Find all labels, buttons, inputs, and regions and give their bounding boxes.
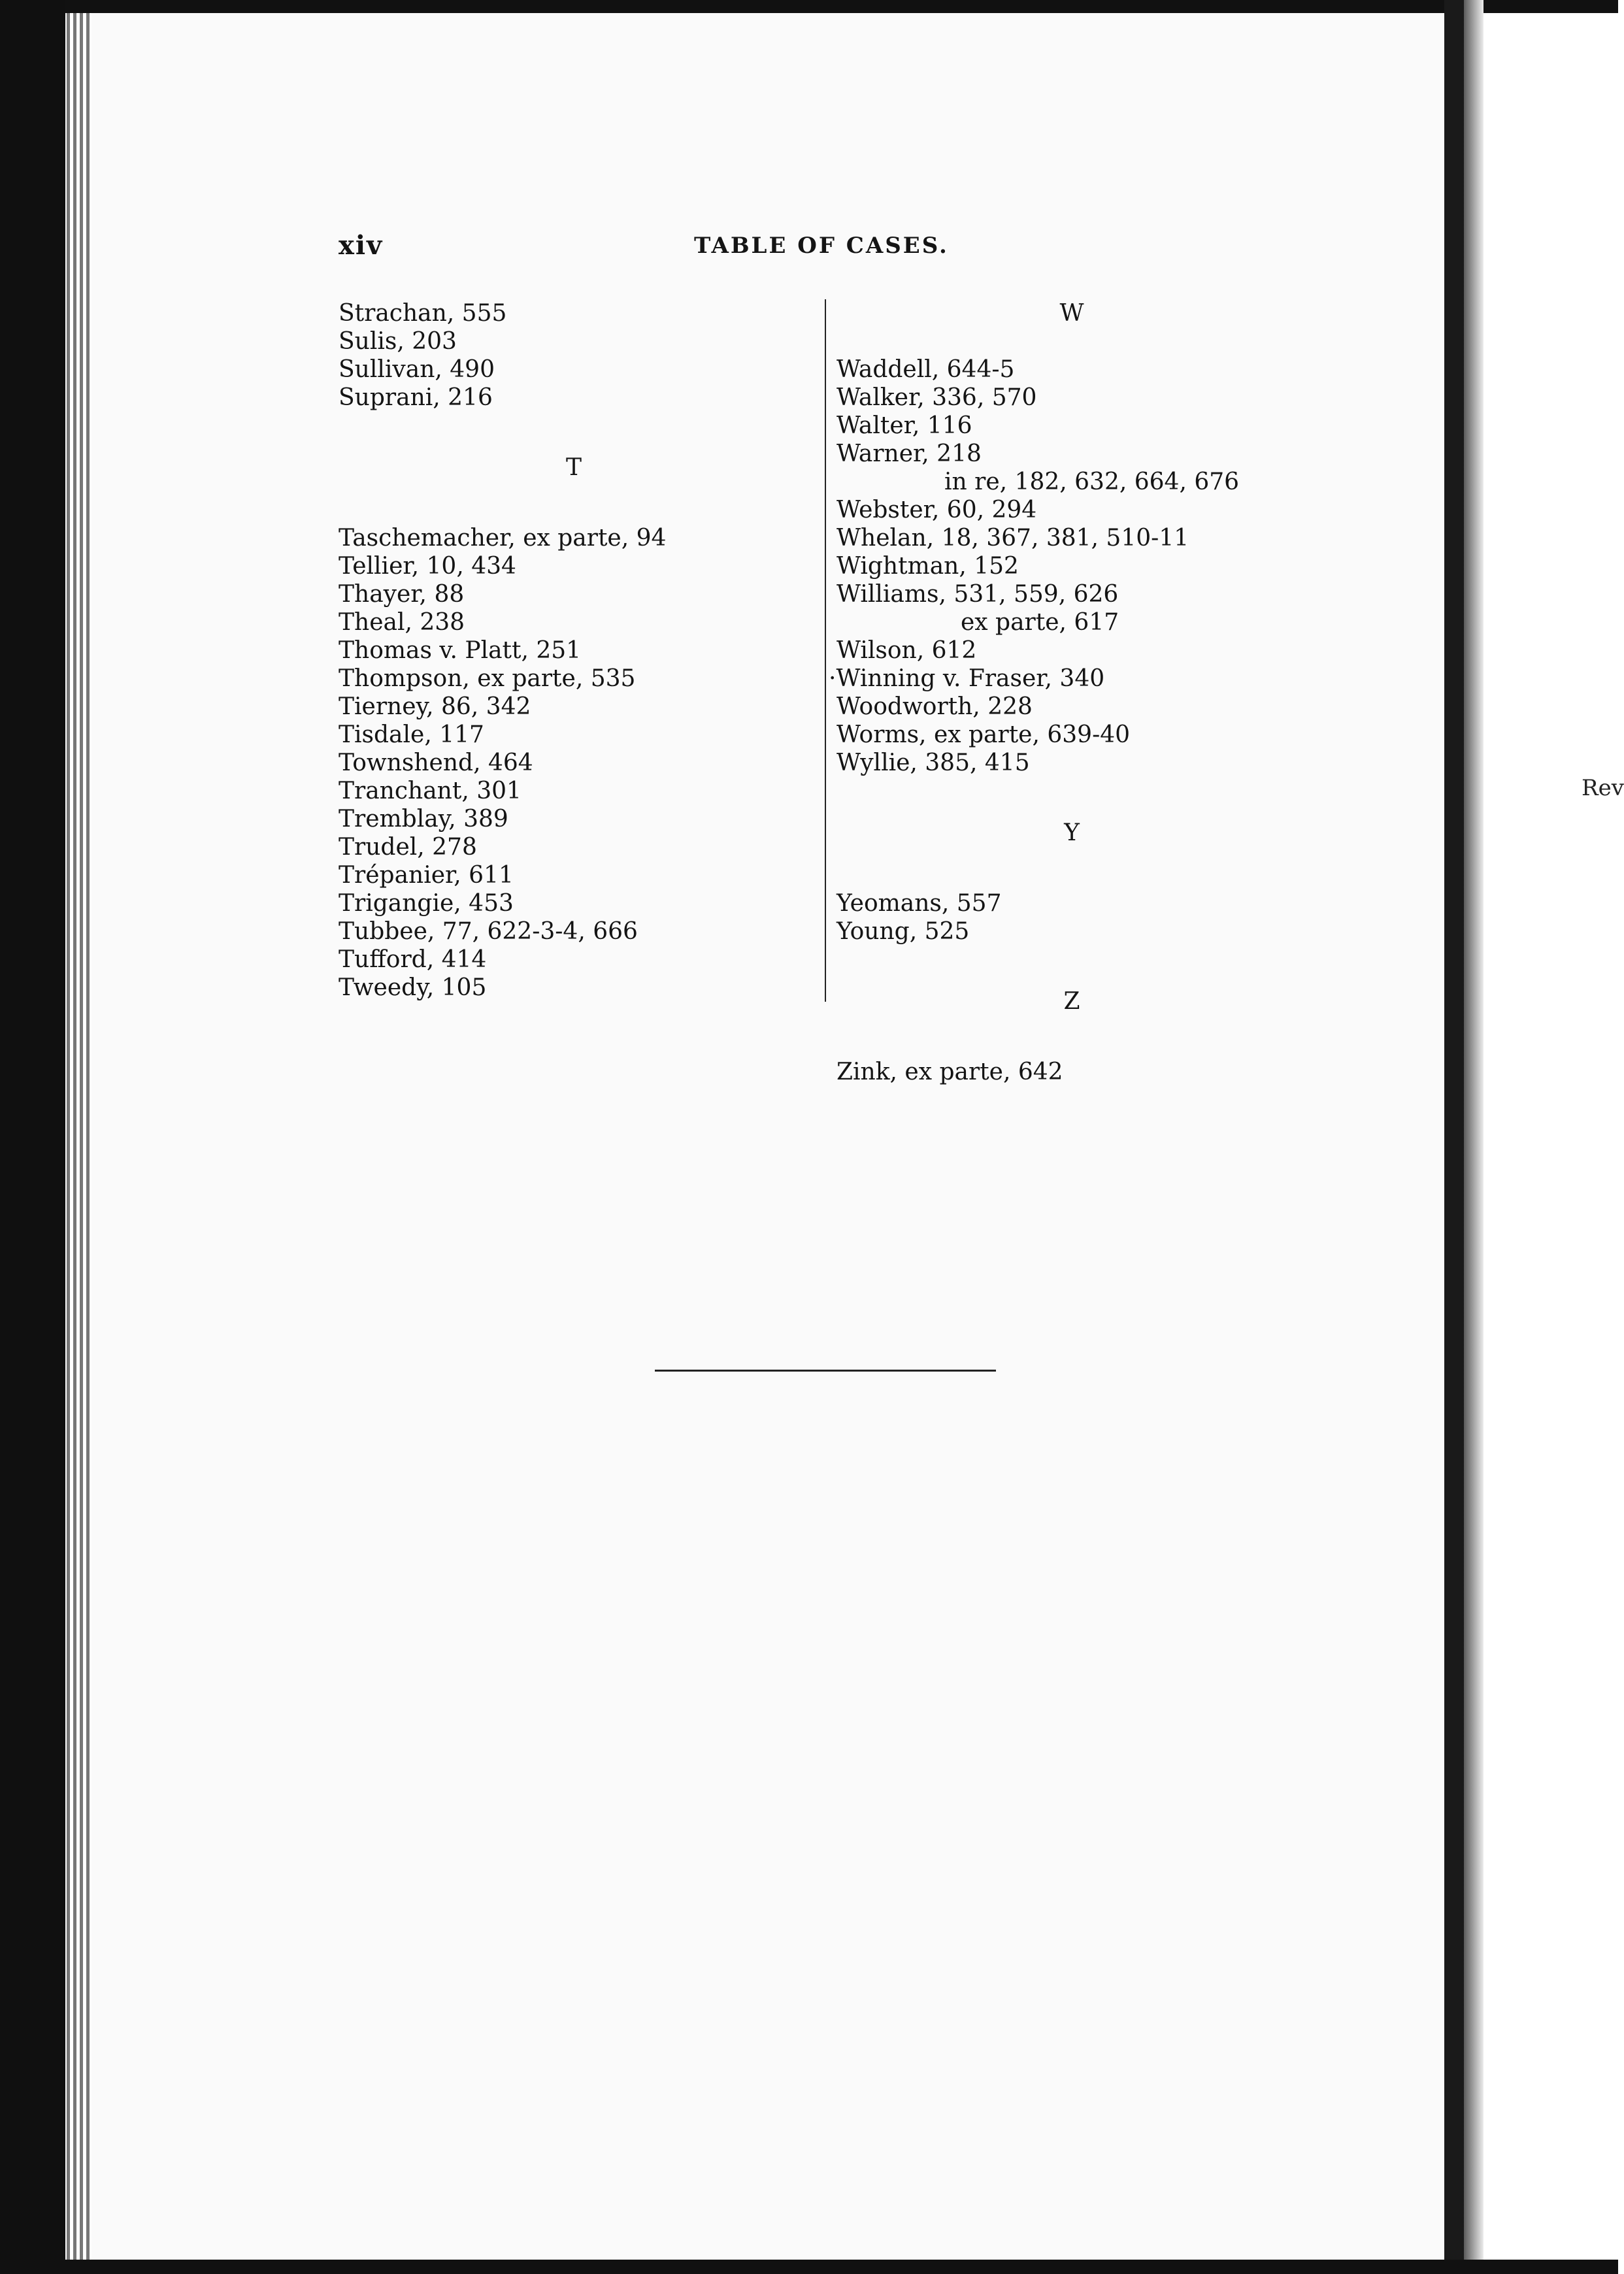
case-entry: Waddell, 644-5: [837, 356, 1015, 383]
case-entry: in re, 182, 632, 664, 676: [944, 469, 1240, 495]
case-entry: Sullivan, 490: [339, 356, 495, 383]
section-letter: W: [1059, 300, 1084, 327]
facing-page-fragment: Rev: [1582, 775, 1624, 801]
page-edge-line: [80, 13, 83, 2260]
case-entry: Wightman, 152: [837, 553, 1019, 580]
section-letter: Z: [1063, 988, 1080, 1015]
case-entry: ex parte, 617: [961, 609, 1119, 636]
case-entry: Thompson, ex parte, 535: [339, 665, 636, 692]
case-entry: Worms, ex parte, 639-40: [837, 721, 1131, 748]
case-entry: Tierney, 86, 342: [339, 693, 531, 720]
case-entry: Tremblay, 389: [339, 806, 508, 832]
scan-border-bottom: [0, 2260, 1618, 2274]
case-entry: Tellier, 10, 434: [339, 553, 516, 580]
case-entry: Zink, ex parte, 642: [837, 1059, 1063, 1085]
case-entry: Whelan, 18, 367, 381, 510-11: [837, 525, 1189, 552]
case-entry: Thomas v. Platt, 251: [339, 637, 582, 664]
column-divider: [825, 299, 826, 1002]
case-entry: Young, 525: [837, 918, 970, 945]
case-entry: Trigangie, 453: [339, 890, 514, 917]
book-gutter-shadow: [1464, 0, 1483, 2274]
case-entry: Suprani, 216: [339, 384, 493, 411]
cases-column-left: [339, 299, 809, 1002]
book-gutter: [1444, 0, 1464, 2274]
section-letter: Y: [1064, 819, 1080, 846]
case-entry: Tisdale, 117: [339, 721, 484, 748]
cases-column-right: [837, 299, 1307, 1086]
case-entry: Theal, 238: [339, 609, 465, 636]
case-entry: Yeomans, 557: [837, 890, 1002, 917]
page-edge-line: [86, 13, 90, 2260]
case-entry: Warner, 218: [837, 440, 982, 467]
scan-border-top: [0, 0, 1618, 13]
case-entry: · Winning v. Fraser, 340: [829, 665, 1307, 693]
case-entry: Tubbee, 77, 622-3-4, 666: [339, 918, 638, 945]
case-entry: Wyllie, 385, 415: [837, 750, 1030, 776]
case-entry: Sulis, 203: [339, 328, 457, 355]
closing-rule: [655, 1370, 996, 1372]
case-entry: Thayer, 88: [339, 581, 465, 608]
case-entry: Townshend, 464: [339, 750, 533, 776]
case-entry: Trudel, 278: [339, 834, 477, 861]
case-entry: Webster, 60, 294: [837, 497, 1037, 523]
case-entry: Tweedy, 105: [339, 974, 487, 1001]
page-edge-line: [73, 13, 76, 2260]
case-entry: Williams, 531, 559, 626: [837, 581, 1119, 608]
case-entry: Tranchant, 301: [339, 778, 522, 804]
page-number: xiv: [339, 230, 384, 261]
case-entry: Wilson, 612: [837, 637, 977, 664]
case-entry: Trépanier, 611: [339, 862, 514, 889]
case-entry: Taschemacher, ex parte, 94: [339, 525, 667, 552]
scan-border-left: [0, 0, 65, 2274]
section-letter: T: [565, 454, 582, 481]
case-entry: Walker, 336, 570: [837, 384, 1037, 411]
case-entry: Woodworth, 228: [837, 693, 1033, 720]
running-head: TABLE OF CASES.: [694, 233, 949, 259]
case-entry: Walter, 116: [837, 412, 972, 439]
case-entry: Strachan, 555: [339, 300, 507, 327]
page-edge-line: [67, 13, 70, 2260]
case-entry: Tufford, 414: [339, 946, 487, 973]
